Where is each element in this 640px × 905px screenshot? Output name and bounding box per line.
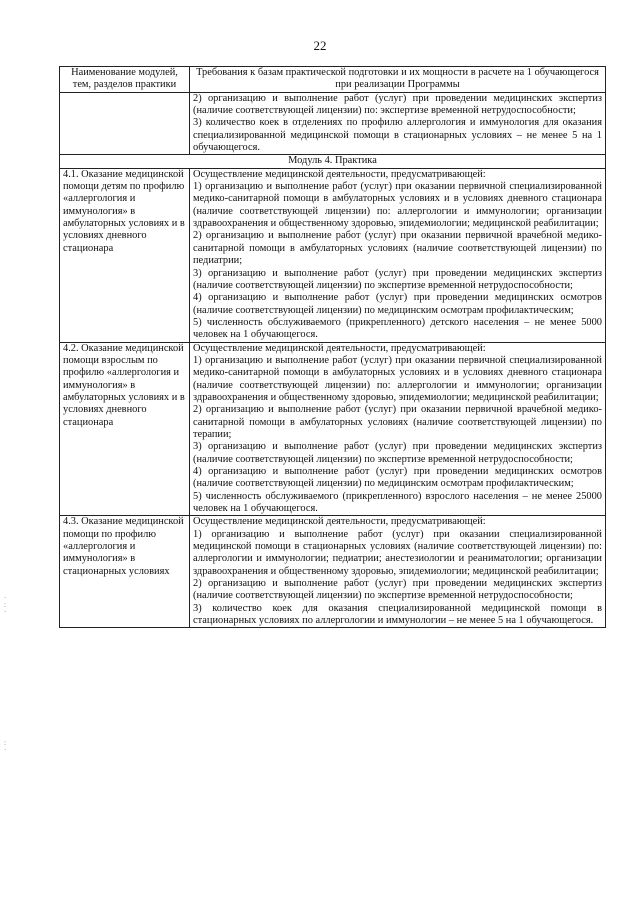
row-name: 4.3. Оказание медицинской помощи по профилю «аллергология и иммунология» в стационарных условиях xyxy=(60,516,190,628)
table-row xyxy=(60,168,606,342)
table-row xyxy=(60,342,606,516)
requirement-item: 1) организацию и выполнение работ (услуг) при оказании специализированной медицинской помощи в стационарных условиях (наличие соответствующей лицензии) по: аллергологии и иммунологии; педиатрии; анестезиологии и реаниматологии; организации здравоохранения и общественному здоровью, эпидемиологии; медицинской реабилитации; xyxy=(193,528,602,577)
requirements-table xyxy=(59,66,606,628)
requirement-item: 1) организацию и выполнение работ (услуг) при оказании первичной специализированной медико-санитарной помощи в амбулаторных условиях и в условиях дневного стационара (наличие соответствующей лицензии) по: аллергологии и иммунологии; организации здравоохранения и общественному здоровью, эпидемиологии; медицинской реабилитации; xyxy=(193,354,602,403)
scan-artifact-mark: : · xyxy=(4,739,7,754)
page-number: 22 xyxy=(313,38,327,53)
requirement-item: 2) организацию и выполнение работ (услуг) при проведении медицинских экспертиз (наличие соответствующей лицензии) по экспертизе временной нетрудоспособности; xyxy=(193,578,602,602)
requirement-intro: Осуществление медицинской деятельности, предусматривающей: xyxy=(193,516,486,528)
module-title: Модуль 4. Практика xyxy=(60,155,606,168)
requirement-item: 3) организацию и выполнение работ (услуг) при проведении медицинских экспертиз (наличие соответствующей лицензии) по экспертизе временной нетрудоспособности; xyxy=(193,267,602,291)
requirement-item: 2) организацию и выполнение работ (услуг) при оказании первичной врачебной медико-санитарной помощи в амбулаторных условиях (наличие соответствующей лицензии) по педиатрии; xyxy=(193,230,602,267)
header-col-modules: Наименование модулей, тем, разделов практики xyxy=(60,67,190,93)
table-row xyxy=(60,516,606,628)
requirement-item: 2) организацию и выполнение работ (услуг) при оказании первичной врачебной медико-санитарной помощи в амбулаторных условиях (наличие соответствующей лицензии) по терапии; xyxy=(193,404,602,440)
table-row-continuation xyxy=(60,92,606,155)
row-name-empty xyxy=(60,92,190,155)
requirement-item: 1) организацию и выполнение работ (услуг) при оказании первичной специализированной медико-санитарной помощи в амбулаторных условиях и в условиях дневного стационара (наличие соответствующей лицензии) по: аллергологии и иммунологии; организации здравоохранения и общественному здоровью, эпидемиологии; медицинской реабилитации; xyxy=(193,181,602,230)
row-requirements xyxy=(190,168,606,342)
requirement-intro: Осуществление медицинской деятельности, предусматривающей: xyxy=(193,168,486,180)
row-name: 4.2. Оказание медицинской помощи взрослым по профилю «аллергология и иммунология» в амбулаторных условиях и в условиях дневного стационара xyxy=(60,342,190,516)
requirement-item: 3) количество коек для оказания специализированной медицинской помощи в стационарных условиях по аллергологии и иммунологии – не менее 5 на 1 обучающегося. xyxy=(193,602,602,627)
requirement-item: 4) организацию и выполнение работ (услуг) при проведении медицинских осмотров (наличие соответствующей лицензии) по медицинским осмотрам профилактическим; xyxy=(193,292,602,316)
requirement-intro: Осуществление медицинской деятельности, предусматривающей: xyxy=(193,342,486,354)
requirement-item: 2) организацию и выполнение работ (услуг) при проведении медицинских экспертиз (наличие соответствующей лицензии) по: экспертизе временной нетрудоспособности; xyxy=(193,92,602,117)
module-title-row xyxy=(60,155,606,168)
table-header-row xyxy=(60,67,606,93)
row-requirements xyxy=(190,516,606,628)
requirement-item: 5) численность обслуживаемого (прикрепленного) детского населения – не менее 5000 человек на 1 обучающегося. xyxy=(193,316,602,341)
header-col-requirements: Требования к базам практической подготовки и их мощности в расчете на 1 обучающегося при реализации Программы xyxy=(190,67,606,93)
requirement-item: 5) численность обслуживаемого (прикрепленного) взрослого населения – не менее 25000 человек на 1 обучающегося. xyxy=(193,490,602,515)
row-name: 4.1. Оказание медицинской помощи детям по профилю «аллергология и иммунология» в амбулаторных условиях и в условиях дневного стационара xyxy=(60,168,190,342)
scan-artifact-mark: · : · xyxy=(4,594,7,616)
row-requirements xyxy=(190,92,606,155)
requirement-item: 3) количество коек в отделениях по профилю аллергология и иммунология для оказания специализированной медицинской помощи в стационарных условиях – не менее 5 на 1 обучающегося. xyxy=(193,117,602,154)
requirement-item: 3) организацию и выполнение работ (услуг) при проведении медицинских экспертиз (наличие соответствующей лицензии) по экспертизе временной нетрудоспособности; xyxy=(193,441,602,465)
requirement-item: 4) организацию и выполнение работ (услуг) при проведении медицинских осмотров (наличие соответствующей лицензии) по медицинским осмотрам профилактическим; xyxy=(193,466,602,490)
row-requirements xyxy=(190,342,606,516)
